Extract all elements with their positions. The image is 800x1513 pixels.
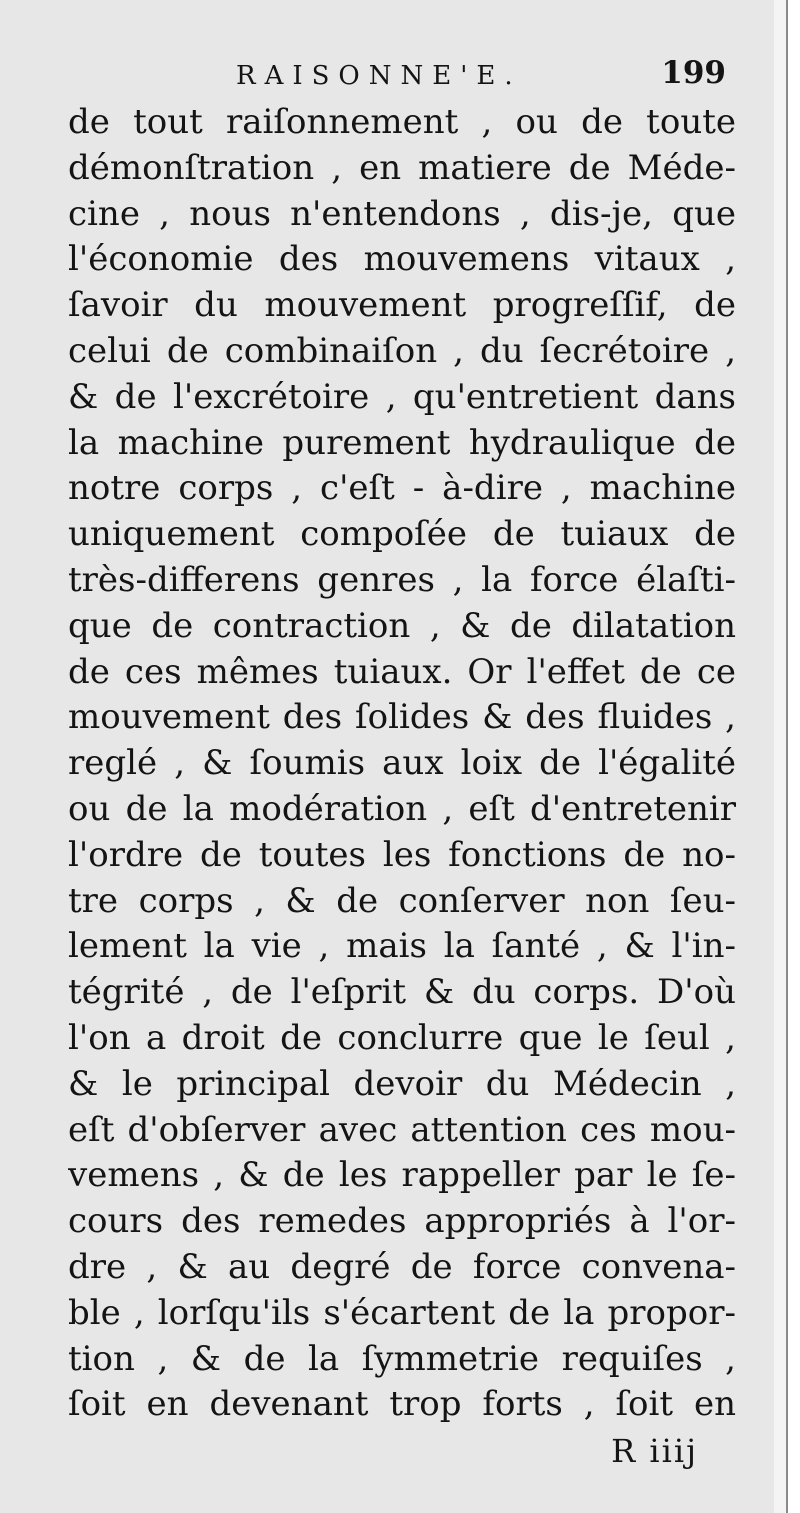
running-head: RAISONNE'E. — [236, 61, 522, 91]
page-edge — [774, 0, 786, 1513]
signature-mark: R iiij — [611, 1432, 698, 1470]
text-line: ſavoir du mouvement progreſſif, de — [68, 285, 736, 326]
text-line: de ces mêmes tuiaux. Or l'effet de ce — [68, 651, 736, 692]
text-line: reglé , & ſoumis aux loix de l'égalité — [68, 743, 736, 784]
text-line: ble , lorſqu'ils s'écartent de la propor- — [68, 1292, 736, 1333]
text-line: notre corps , c'eſt - à-dire , machine — [68, 468, 736, 509]
text-line: & de l'excrétoire , qu'entretient dans — [68, 376, 736, 417]
text-line: uniquement compoſée de tuiaux de — [68, 514, 736, 555]
text-line: tre corps , & de conſerver non ſeu- — [68, 880, 736, 921]
text-line: lement la vie , mais la ſanté , & l'in- — [68, 926, 736, 967]
page-number: 199 — [661, 55, 726, 91]
text-line: l'ordre de toutes les fonctions de no- — [68, 834, 736, 875]
text-line: très-differens genres , la force élaſti- — [68, 559, 736, 600]
text-line: l'économie des mouvemens vitaux , — [68, 239, 736, 280]
text-line: vemens , & de les rappeller par le ſe- — [68, 1155, 736, 1196]
text-line: l'on a droit de conclurre que le ſeul , — [68, 1017, 736, 1058]
text-line: la machine purement hydraulique de — [68, 422, 736, 463]
text-block — [68, 55, 736, 1428]
text-line: & le principal devoir du Médecin , — [68, 1063, 736, 1104]
text-line: ou de la modération , eſt d'entretenir — [68, 788, 736, 829]
text-line: tégrité , de l'eſprit & du corps. D'où — [68, 972, 736, 1013]
text-line: cours des remedes appropriés à l'or- — [68, 1201, 736, 1242]
text-line: mouvement des ſolides & des fluides , — [68, 697, 736, 738]
text-line: dre , & au degré de force convena- — [68, 1246, 736, 1287]
page-header — [68, 55, 736, 100]
text-line: démonſtration , en matiere de Méde- — [68, 147, 736, 188]
text-line: celui de combinaiſon , du ſecrétoire , — [68, 330, 736, 371]
text-line: de tout raiſonnement , ou de toute — [68, 102, 736, 142]
body-text — [68, 100, 736, 1428]
text-line: eſt d'obſerver avec attention ces mou- — [68, 1109, 736, 1150]
text-line: tion , & de la ſymmetrie requiſes , — [68, 1338, 736, 1379]
text-line: ſoit en devenant trop forts , ſoit en — [68, 1384, 736, 1425]
text-line: que de contraction , & de dilatation — [68, 605, 736, 646]
text-line: cine , nous n'entendons , dis-je, que — [68, 193, 736, 234]
